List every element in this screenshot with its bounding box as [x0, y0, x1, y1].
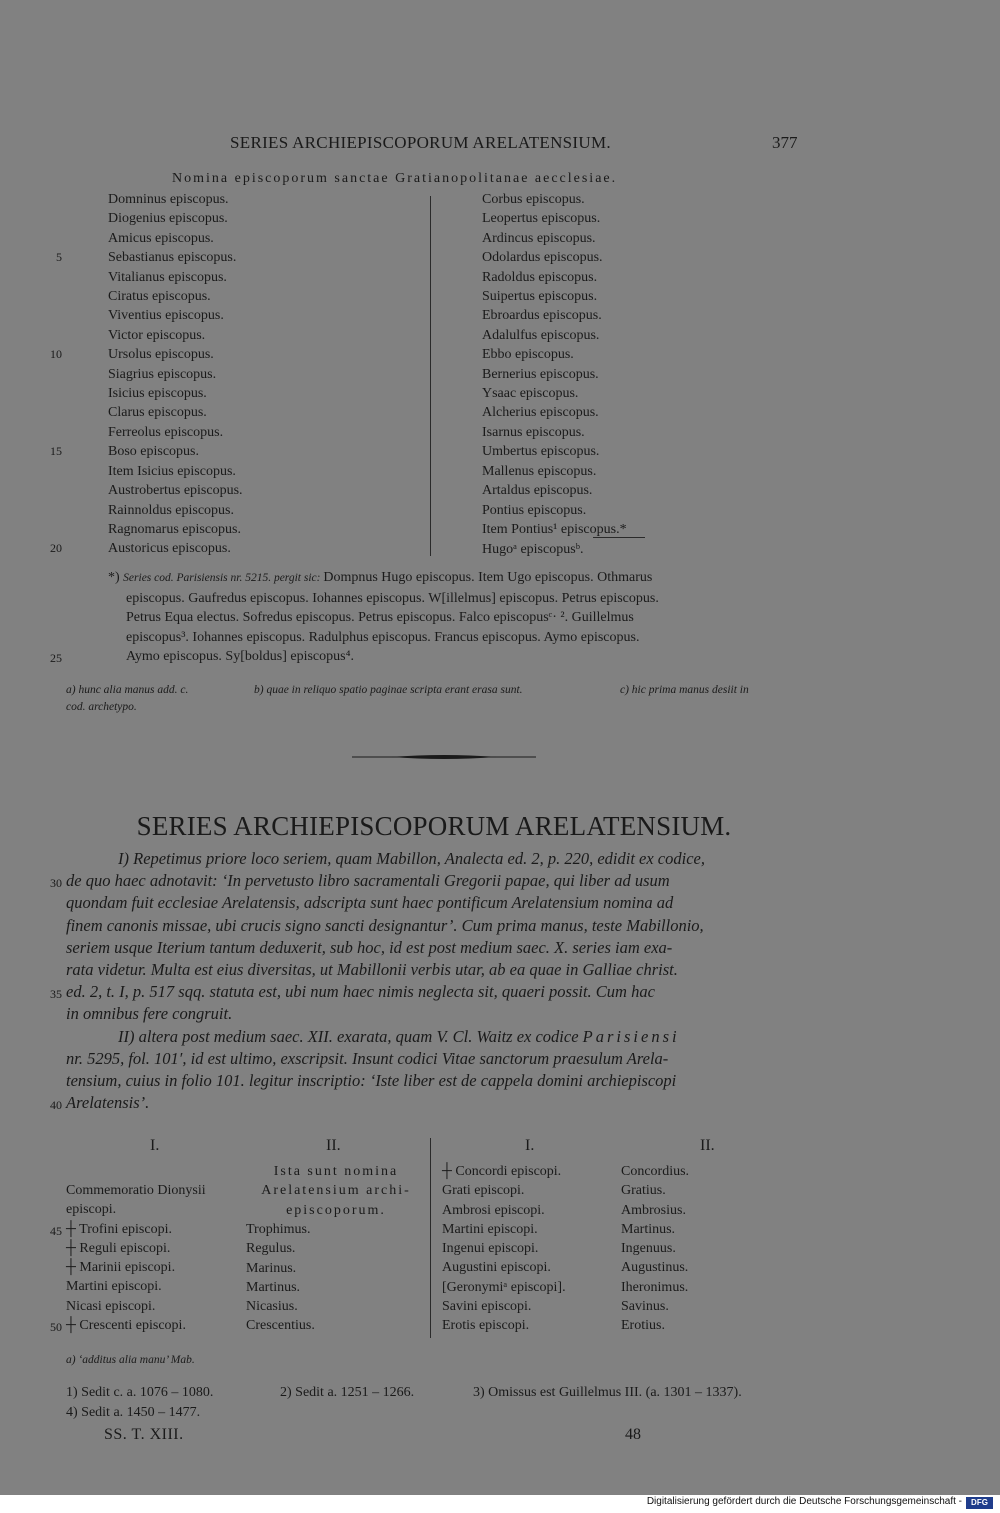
table-cell: ┼ Concordi episcopi.	[442, 1164, 562, 1179]
bishop-entry: Artaldus episcopus.	[482, 483, 593, 499]
bishop-entry: Ferreolus episcopus.	[108, 424, 224, 440]
footnote-line: episcopus. Gaufredus episcopus. Iohannes episcopus. W[illelmus] episcopus. Petrus episcopus.	[126, 590, 659, 606]
table-cell: Commemoratio Dionysii	[66, 1183, 206, 1198]
underline-mark	[593, 537, 645, 538]
table-col-4	[621, 1162, 689, 1336]
table-cell: Ingenui episcopi.	[442, 1241, 539, 1257]
table-cell: Regulus.	[246, 1241, 296, 1257]
bishop-entry: Pontius episcopus.	[482, 502, 587, 518]
table-cell: ┼ Trofini episcopi.	[66, 1221, 172, 1237]
bishop-entry: Austoricus episcopus.	[108, 541, 231, 557]
col2-heading	[246, 1162, 426, 1220]
nomina-heading: Nomina episcoporum sanctae Gratianopolitanae aecclesiae.	[172, 171, 618, 186]
bishop-entry: Corbus episcopus.	[482, 192, 585, 207]
table-cell: Augustini episcopi.	[442, 1260, 551, 1276]
table-cell: Augustinus.	[621, 1260, 689, 1276]
line-number: 45	[50, 1224, 62, 1238]
table-header: I.	[150, 1137, 160, 1154]
table-cell: Crescentius.	[246, 1318, 315, 1334]
bishop-entry: Mallenus episcopus.	[482, 463, 597, 479]
intro-line: II) altera post medium saec. XII. exarata, quam V. Cl. Waitz ex codice	[118, 1026, 579, 1046]
intro-line: tensium, cuius in folio 101. legitur inscriptio: ‘Iste liber est de cappela domini archiepiscopi	[66, 1071, 677, 1091]
bishop-entry: Ebroardus episcopus.	[482, 308, 602, 324]
bishop-entry: Item Pontius¹ episcopus.*	[482, 521, 627, 537]
note-1: 1) Sedit c. a. 1076 – 1080.	[66, 1385, 214, 1400]
bishop-entry: Viventius episcopus.	[108, 308, 224, 324]
line-number: 20	[50, 541, 62, 555]
bishop-entry: Diogenius episcopus.	[108, 211, 228, 227]
bishop-entry: Rainnoldus episcopus.	[108, 502, 234, 518]
table-cell: Nicasi episcopi.	[66, 1298, 156, 1314]
table-cell: Concordius.	[621, 1164, 690, 1179]
bishop-entry: Isicius episcopus.	[108, 386, 207, 402]
signature-mark: SS. T. XIII.	[104, 1426, 184, 1443]
table-cell: ┼ Reguli episcopi.	[66, 1240, 171, 1256]
column-divider	[430, 196, 431, 556]
bishop-entry: Amicus episcopus.	[108, 230, 214, 246]
table-cell: Martini episcopi.	[442, 1221, 538, 1237]
main-title: SERIES ARCHIEPISCOPORUM ARELATENSIUM.	[136, 811, 732, 841]
note-4: 4) Sedit a. 1450 – 1477.	[66, 1404, 201, 1420]
bishop-entry: Clarus episcopus.	[108, 405, 207, 421]
table-header: II.	[326, 1137, 341, 1154]
footnote-line: episcopus³. Iohannes episcopus. Radulphus episcopus. Francus episcopus. Aymo episcopus.	[126, 629, 640, 645]
line-number: 50	[50, 1320, 62, 1334]
footnote-line: Aymo episcopus. Sy[boldus] episcopus⁴.	[126, 649, 354, 664]
line-number: 10	[50, 347, 62, 361]
line-number: 40	[50, 1098, 62, 1112]
bishop-entry: Isarnus episcopus.	[482, 424, 585, 440]
numbered-notes	[66, 1383, 742, 1422]
table-cell: Erotius.	[621, 1318, 665, 1334]
table-cell: Trophimus.	[246, 1222, 311, 1237]
table-header: I.	[525, 1137, 535, 1154]
intro-line: rata videtur. Multa est eius diversitas, ut Mabillonii verbis utar, ab ea quae in Galliae christ.	[66, 960, 678, 980]
table-cell: ┼ Crescenti episcopi.	[66, 1318, 186, 1334]
table-cell: Gratius.	[621, 1183, 666, 1199]
intro-line: seriem usque Iterium tantum deduxerit, sub hoc, id est post medium saec. X. series iam exa-	[66, 937, 673, 957]
bishop-entry: Boso episcopus.	[108, 444, 199, 460]
bishop-entry: Ysaac episcopus.	[482, 386, 579, 402]
page-number: 377	[772, 133, 798, 152]
footnote-line: Petrus Equa electus. Sofredus episcopus. Petrus episcopus. Falco episcopusᶜ· ². Guillelmus	[126, 610, 634, 625]
line-number: 5	[56, 250, 62, 264]
table-divider	[430, 1138, 431, 1338]
table-cell: Erotis episcopi.	[442, 1318, 530, 1334]
footnote-line: Dompnus Hugo episcopus. Item Ugo episcopus. Othmarus	[323, 570, 653, 585]
bishop-entry: Ardincus episcopus.	[482, 230, 596, 246]
intro-line: nr. 5295, fol. 101′, id est ultimo, exscripsit. Insunt codici Vitae sanctorum praesulum Arela-	[66, 1048, 669, 1068]
line-number: 25	[50, 651, 62, 665]
table-cell: Martini episcopi.	[66, 1279, 162, 1295]
bishop-entry: Umbertus episcopus.	[482, 444, 600, 460]
bishop-entry: Vitalianus episcopus.	[108, 269, 227, 285]
bishop-entry: Austrobertus episcopus.	[108, 483, 243, 499]
intro-line: ed. 2, t. I, p. 517 sqq. statuta est, ubi num haec nimis neglecta sit, quaeri possit. Cum hac	[66, 982, 655, 1002]
signature-number: 48	[625, 1426, 641, 1443]
table-cell: [Geronymiᵃ episcopi].	[442, 1279, 566, 1295]
bishop-entry: Ragnomarus episcopus.	[108, 521, 241, 537]
table-cell: Savinus.	[621, 1299, 669, 1315]
table-cell: Iheronimus.	[621, 1279, 689, 1295]
right-bishop-list	[482, 190, 627, 539]
note-c-continued: cod. archetypo.	[66, 700, 137, 713]
hugo-line: Hugoᵃ episcopusᵇ.	[482, 542, 584, 557]
bishop-entry: Leopertus episcopus.	[482, 211, 601, 227]
table-col-2	[246, 1220, 315, 1336]
bishop-entry: Victor episcopus.	[108, 327, 206, 343]
intro-line: in omnibus fere congruit.	[66, 1004, 233, 1024]
note-c: c) hic prima manus desiit in	[620, 684, 749, 696]
bishop-entry: Odolardus episcopus.	[482, 250, 603, 266]
bishop-entry: Ebbo episcopus.	[482, 347, 574, 363]
intro-line: Arelatensis’.	[66, 1093, 150, 1113]
bishop-entry: Adalulfus episcopus.	[482, 327, 600, 343]
bishop-entry: Radoldus episcopus.	[482, 269, 598, 285]
divider-ornament	[352, 752, 536, 762]
table-col-3	[442, 1162, 566, 1336]
table-cell: Martinus.	[246, 1279, 301, 1295]
table-cell: Savini episcopi.	[442, 1299, 532, 1315]
running-header-title: SERIES ARCHIEPISCOPORUM ARELATENSIUM.	[230, 133, 611, 152]
footnote-marker: *)	[108, 570, 124, 585]
left-bishop-list	[108, 190, 243, 559]
intro-line: de quo haec adnotavit: ‘In pervetusto libro sacramentali Gregorii papae, qui liber ad usum	[66, 871, 670, 891]
table-header: II.	[700, 1137, 715, 1154]
note-a: a) hunc alia manus add. c.	[66, 684, 189, 696]
table-cell: Ingenuus.	[621, 1241, 676, 1257]
note-2: 2) Sedit a. 1251 – 1266.	[280, 1385, 415, 1400]
table-cell: Ambrosi episcopi.	[442, 1202, 545, 1218]
dfg-logo: DFG	[966, 1497, 993, 1509]
footnote-source: Series cod. Parisiensis nr. 5215. pergit sic:	[123, 572, 324, 584]
bishop-entry: Bernerius episcopus.	[482, 366, 599, 382]
star-footnote	[108, 568, 800, 667]
table-note: a) ‘additus alia manu’ Mab.	[66, 1354, 195, 1366]
table-cell: Nicasius.	[246, 1299, 298, 1315]
note-3: 3) Omissus est Guillelmus III. (a. 1301 – 1337).	[473, 1385, 742, 1400]
bishop-entry: Siagrius episcopus.	[108, 366, 217, 382]
intro-text	[66, 848, 800, 1114]
digitization-credit: Digitalisierung gefördert durch die Deutsche Forschungsgemeinschaft -	[646, 1496, 962, 1507]
intro-line: quondam fuit ecclesiae Arelatensis, adscripta sunt haec pontificum Arelatensium nomina ad	[66, 893, 674, 913]
table-col-1	[66, 1181, 206, 1335]
line-number: 35	[50, 987, 62, 1001]
bishop-entry: Suipertus episcopus.	[482, 289, 598, 305]
col2-heading-line: Ista sunt nomina	[273, 1164, 399, 1179]
bishop-entry: Domninus episcopus.	[108, 192, 229, 207]
bishop-entry: Item Isicius episcopus.	[108, 463, 236, 479]
table-cell: ┼ Marinii episcopi.	[66, 1260, 176, 1276]
col2-heading-line: episcoporum.	[286, 1202, 386, 1218]
bishop-entry: Ciratus episcopus.	[108, 289, 211, 305]
bishop-entry: Sebastianus episcopus.	[108, 250, 237, 266]
table-cell: Grati episcopi.	[442, 1183, 525, 1199]
bishop-entry: Alcherius episcopus.	[482, 405, 599, 421]
note-b: b) quae in reliquo spatio paginae scripta erant erasa sunt.	[254, 684, 523, 696]
line-number: 15	[50, 444, 62, 458]
table-cell: Marinus.	[246, 1260, 297, 1276]
table-cell: episcopi.	[66, 1202, 117, 1218]
intro-line: I) Repetimus priore loco seriem, quam Mabillon, Analecta ed. 2, p. 220, edidit ex codice,	[118, 849, 705, 868]
table-cell: Martinus.	[621, 1221, 676, 1237]
intro-line: finem canonis missae, ubi crucis signo sancti designantur’. Cum prima manus, teste Mabillonio,	[66, 915, 704, 935]
codex-name: Parisiensi	[582, 1026, 680, 1046]
line-number: 30	[50, 876, 62, 890]
bishop-entry: Ursolus episcopus.	[108, 347, 214, 363]
table-cell: Ambrosius.	[621, 1202, 686, 1218]
col2-heading-line: Arelatensium archi-	[261, 1183, 411, 1199]
